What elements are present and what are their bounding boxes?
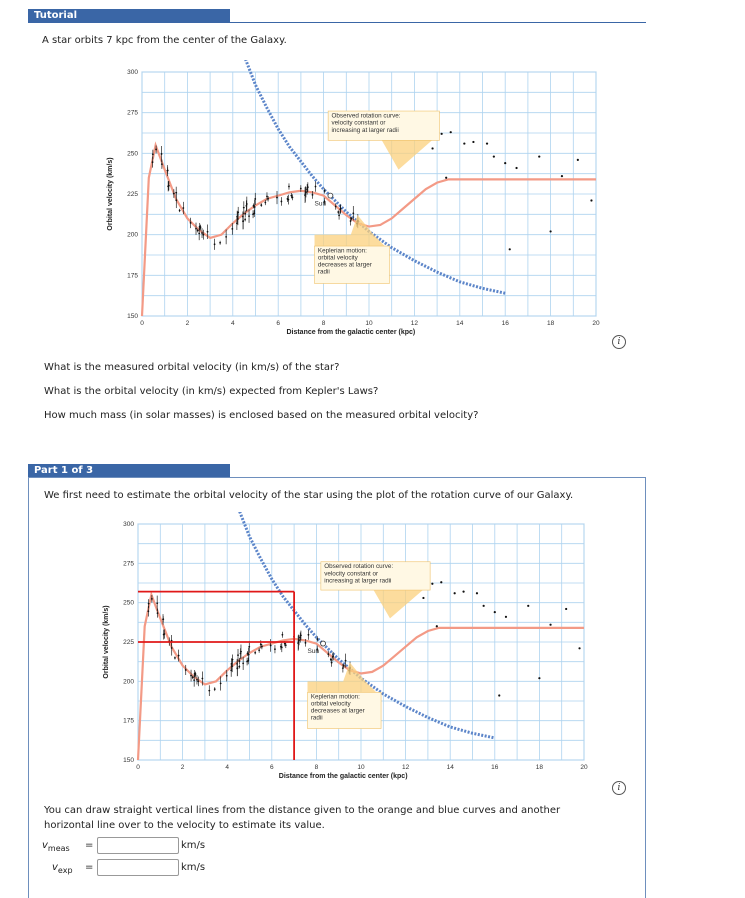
data-point (174, 657, 176, 659)
data-point (173, 193, 175, 195)
data-point (352, 212, 354, 214)
data-point (248, 654, 250, 656)
outer-data-point (565, 608, 567, 610)
outer-data-point (527, 605, 529, 607)
outer-data-point (436, 625, 438, 627)
x-tick-label: 18 (546, 320, 555, 327)
tutorial-rule (28, 22, 646, 23)
y-tick-label: 150 (127, 313, 138, 320)
sun-marker (328, 193, 333, 198)
data-point (280, 201, 282, 203)
outer-data-point (441, 133, 443, 135)
data-point (308, 634, 310, 636)
keplerian-annotation-line: radii (317, 268, 330, 276)
data-point (254, 198, 256, 200)
x-tick-label: 8 (314, 764, 319, 771)
outer-data-point (445, 177, 447, 179)
data-point (252, 213, 254, 215)
data-point (284, 643, 286, 645)
data-point (163, 633, 165, 635)
v-exp-equals: = (85, 862, 94, 873)
info-icon[interactable]: i (612, 335, 626, 349)
outer-data-point (561, 175, 563, 177)
x-tick-label: 16 (501, 320, 509, 327)
x-tick-label: 14 (446, 764, 454, 771)
outer-data-point (486, 142, 488, 144)
data-point (307, 186, 309, 188)
keplerian-annotation-line: orbital velocity (317, 254, 358, 262)
data-point (242, 662, 244, 664)
data-point (231, 228, 233, 230)
data-point (231, 665, 233, 667)
data-point (232, 659, 234, 661)
observed-annotation-line: Observed rotation curve: (331, 112, 401, 120)
data-point (312, 194, 314, 196)
outer-data-point (462, 591, 464, 593)
observed-annotation-line: increasing at larger radii (324, 577, 392, 585)
outer-data-point (422, 597, 424, 599)
x-tick-label: 16 (491, 764, 499, 771)
data-point (331, 662, 333, 664)
data-point (300, 188, 302, 190)
data-point (327, 653, 329, 655)
outer-data-point (440, 581, 442, 583)
x-tick-label: 12 (401, 764, 410, 771)
data-point (236, 222, 238, 224)
data-point (167, 170, 169, 172)
data-point (240, 651, 242, 653)
v-meas-label: $v_{meas}$ (42, 840, 70, 853)
observed-annotation-line: velocity constant or (331, 119, 386, 127)
data-point (270, 645, 272, 647)
data-point (244, 219, 246, 221)
data-point (244, 213, 246, 215)
outer-data-point (463, 142, 465, 144)
data-point (152, 161, 154, 163)
data-point (178, 655, 180, 657)
x-tick-label: 6 (276, 320, 281, 327)
y-tick-label: 225 (127, 191, 138, 198)
x-tick-label: 2 (185, 320, 190, 327)
part1-header-label: Part 1 of 3 (34, 465, 94, 476)
data-point (246, 203, 248, 205)
data-point (208, 690, 210, 692)
y-tick-label: 225 (123, 639, 134, 646)
x-tick-label: 18 (535, 764, 544, 771)
data-point (274, 648, 276, 650)
x-tick-label: 20 (580, 764, 588, 771)
outer-data-point (450, 131, 452, 133)
data-point (157, 612, 159, 614)
data-point (148, 603, 150, 605)
y-tick-label: 275 (127, 109, 138, 117)
outer-data-point (515, 167, 517, 169)
part1-header (28, 464, 230, 477)
data-point (305, 191, 307, 193)
x-tick-label: 10 (365, 320, 373, 327)
tutorial-intro: A star orbits 7 kpc from the center of the Galaxy. (42, 35, 287, 46)
data-point (237, 654, 239, 656)
data-point (248, 215, 250, 217)
outer-data-point (578, 647, 580, 649)
data-point (258, 649, 260, 651)
x-tick-label: 20 (592, 320, 600, 327)
data-point (161, 163, 163, 165)
y-tick-label: 175 (127, 272, 138, 280)
data-point (254, 652, 256, 654)
data-point (267, 198, 269, 200)
data-point (175, 199, 177, 201)
data-point (201, 678, 203, 680)
outer-data-point (483, 605, 485, 607)
x-tick-label: 0 (136, 764, 140, 771)
data-point (182, 207, 184, 209)
sun-label: Sun (307, 648, 320, 656)
data-point (285, 644, 287, 646)
x-tick-label: 10 (357, 764, 365, 771)
y-axis-label: Orbital velocity (km/s) (107, 157, 114, 231)
outer-data-point (504, 162, 506, 164)
x-tick-label: 14 (456, 320, 464, 327)
data-point (281, 634, 283, 636)
x-tick-label: 12 (410, 320, 419, 327)
y-tick-label: 300 (127, 69, 138, 76)
data-point (351, 218, 353, 220)
data-point (214, 688, 216, 690)
v-exp-input[interactable] (97, 859, 179, 876)
data-point (288, 186, 290, 188)
data-point (300, 634, 302, 636)
data-point (236, 668, 238, 670)
data-point (225, 236, 227, 238)
outer-data-point (431, 583, 433, 585)
observed-annotation-line: velocity constant or (324, 570, 379, 578)
data-point (199, 226, 201, 228)
x-axis-label: Distance from the galactic center (kpc) (278, 773, 408, 780)
data-point (238, 660, 240, 662)
keplerian-annotation-line: radii (310, 714, 323, 722)
outer-data-point (493, 155, 495, 157)
outer-data-point (498, 694, 500, 696)
info-icon[interactable]: i (612, 781, 626, 795)
outer-data-point (590, 199, 592, 201)
data-point (179, 210, 181, 212)
data-point (193, 679, 195, 681)
x-tick-label: 0 (140, 320, 144, 327)
data-point (292, 196, 294, 198)
outer-data-point (505, 616, 507, 618)
outer-data-point (550, 230, 552, 232)
data-point (243, 207, 245, 209)
outer-data-point (431, 147, 433, 149)
data-point (147, 610, 149, 612)
data-point (207, 231, 209, 233)
data-point (315, 186, 317, 188)
question-3: How much mass (in solar masses) is enclosed based on the measured orbital velocity? (44, 410, 479, 421)
sun-marker (321, 641, 326, 646)
data-point (298, 639, 300, 641)
observed-annotation-line: increasing at larger radii (331, 126, 399, 134)
data-point (152, 153, 154, 155)
data-point (151, 598, 153, 600)
data-point (194, 673, 196, 675)
data-point (192, 676, 194, 678)
data-point (219, 242, 221, 244)
question-1: What is the measured orbital velocity (in km/s) of the star? (44, 362, 340, 373)
data-point (316, 638, 318, 640)
outer-data-point (494, 611, 496, 613)
v-exp-unit: km/s (181, 862, 206, 873)
keplerian-annotation-line: Keplerian motion: (310, 693, 360, 701)
data-point (237, 218, 239, 220)
v-meas-equals: = (85, 840, 94, 851)
data-point (195, 228, 197, 230)
data-point (185, 669, 187, 671)
data-point (324, 190, 326, 192)
data-point (230, 669, 232, 671)
data-point (196, 679, 198, 681)
x-tick-label: 6 (269, 764, 274, 771)
data-point (254, 206, 256, 208)
data-point (220, 683, 222, 685)
outer-data-point (509, 248, 511, 250)
data-point (190, 675, 192, 677)
data-point (197, 230, 199, 232)
data-point (345, 660, 347, 662)
data-point (264, 202, 266, 204)
y-tick-label: 150 (123, 757, 134, 764)
data-point (168, 185, 170, 187)
data-point (201, 232, 203, 234)
keplerian-annotation-line: orbital velocity (310, 700, 351, 708)
data-point (305, 642, 307, 644)
data-point (280, 646, 282, 648)
v-meas-input[interactable] (97, 837, 179, 854)
part1-hint-line1: You can draw straight vertical lines from the distance given to the orange and blue curves and another (44, 805, 561, 816)
tutorial-header-label: Tutorial (34, 10, 78, 21)
data-point (198, 233, 200, 235)
outer-data-point (538, 155, 540, 157)
x-tick-label: 4 (230, 320, 235, 327)
part1-intro: We first need to estimate the orbital velocity of the star using the plot of the rotation curve of our Galaxy. (44, 490, 574, 501)
data-point (332, 655, 334, 657)
data-point (242, 220, 244, 222)
data-point (260, 643, 262, 645)
data-point (261, 646, 263, 648)
data-point (335, 206, 337, 208)
y-tick-label: 275 (123, 560, 134, 568)
y-tick-label: 175 (123, 717, 134, 725)
y-tick-label: 250 (123, 599, 134, 607)
outer-data-point (476, 592, 478, 594)
x-tick-label: 2 (180, 764, 185, 771)
data-point (161, 153, 163, 155)
y-axis-label: Orbital velocity (km/s) (103, 605, 110, 679)
x-axis-label: Distance from the galactic center (kpc) (286, 329, 416, 336)
rotation-curve-chart (100, 60, 620, 350)
data-point (237, 211, 239, 213)
data-point (287, 198, 289, 200)
data-point (156, 602, 158, 604)
x-tick-label: 8 (321, 320, 326, 327)
outer-data-point (454, 592, 456, 594)
data-point (290, 195, 292, 197)
keplerian-annotation-line: Keplerian motion: (317, 247, 367, 255)
v-meas-unit: km/s (181, 840, 206, 851)
outer-data-point (549, 624, 551, 626)
outer-data-point (472, 141, 474, 143)
data-point (248, 646, 250, 648)
keplerian-annotation-line: decreases at larger (317, 261, 372, 269)
tutorial-header (28, 9, 230, 22)
rotation-curve-chart-with-guides (96, 512, 616, 787)
data-point (266, 195, 268, 197)
data-point (260, 204, 262, 206)
data-point (171, 647, 173, 649)
data-point (175, 192, 177, 194)
y-tick-label: 200 (127, 231, 138, 239)
data-point (203, 234, 205, 236)
data-point (197, 680, 199, 682)
outer-data-point (538, 677, 540, 679)
data-point (155, 148, 157, 150)
data-point (226, 675, 228, 677)
data-point (190, 222, 192, 224)
x-tick-label: 4 (225, 764, 230, 771)
data-point (162, 618, 164, 620)
observed-annotation-line: Observed rotation curve: (324, 563, 394, 571)
data-point (238, 666, 240, 668)
question-2: What is the orbital velocity (in km/s) expected from Kepler's Laws? (44, 386, 379, 397)
v-exp-label: $v_{exp}$ (52, 862, 73, 875)
data-point (246, 661, 248, 663)
part1-hint-line2: horizontal line over to the velocity to estimate its value. (44, 820, 325, 831)
data-point (214, 243, 216, 245)
y-tick-label: 200 (123, 678, 134, 686)
outer-data-point (577, 159, 579, 161)
y-tick-label: 300 (123, 521, 134, 528)
data-point (276, 197, 278, 199)
sun-label: Sun (314, 200, 327, 208)
data-point (338, 214, 340, 216)
data-point (343, 665, 345, 667)
y-tick-label: 250 (127, 150, 138, 158)
data-point (340, 208, 342, 210)
keplerian-annotation-line: decreases at larger (310, 707, 365, 715)
